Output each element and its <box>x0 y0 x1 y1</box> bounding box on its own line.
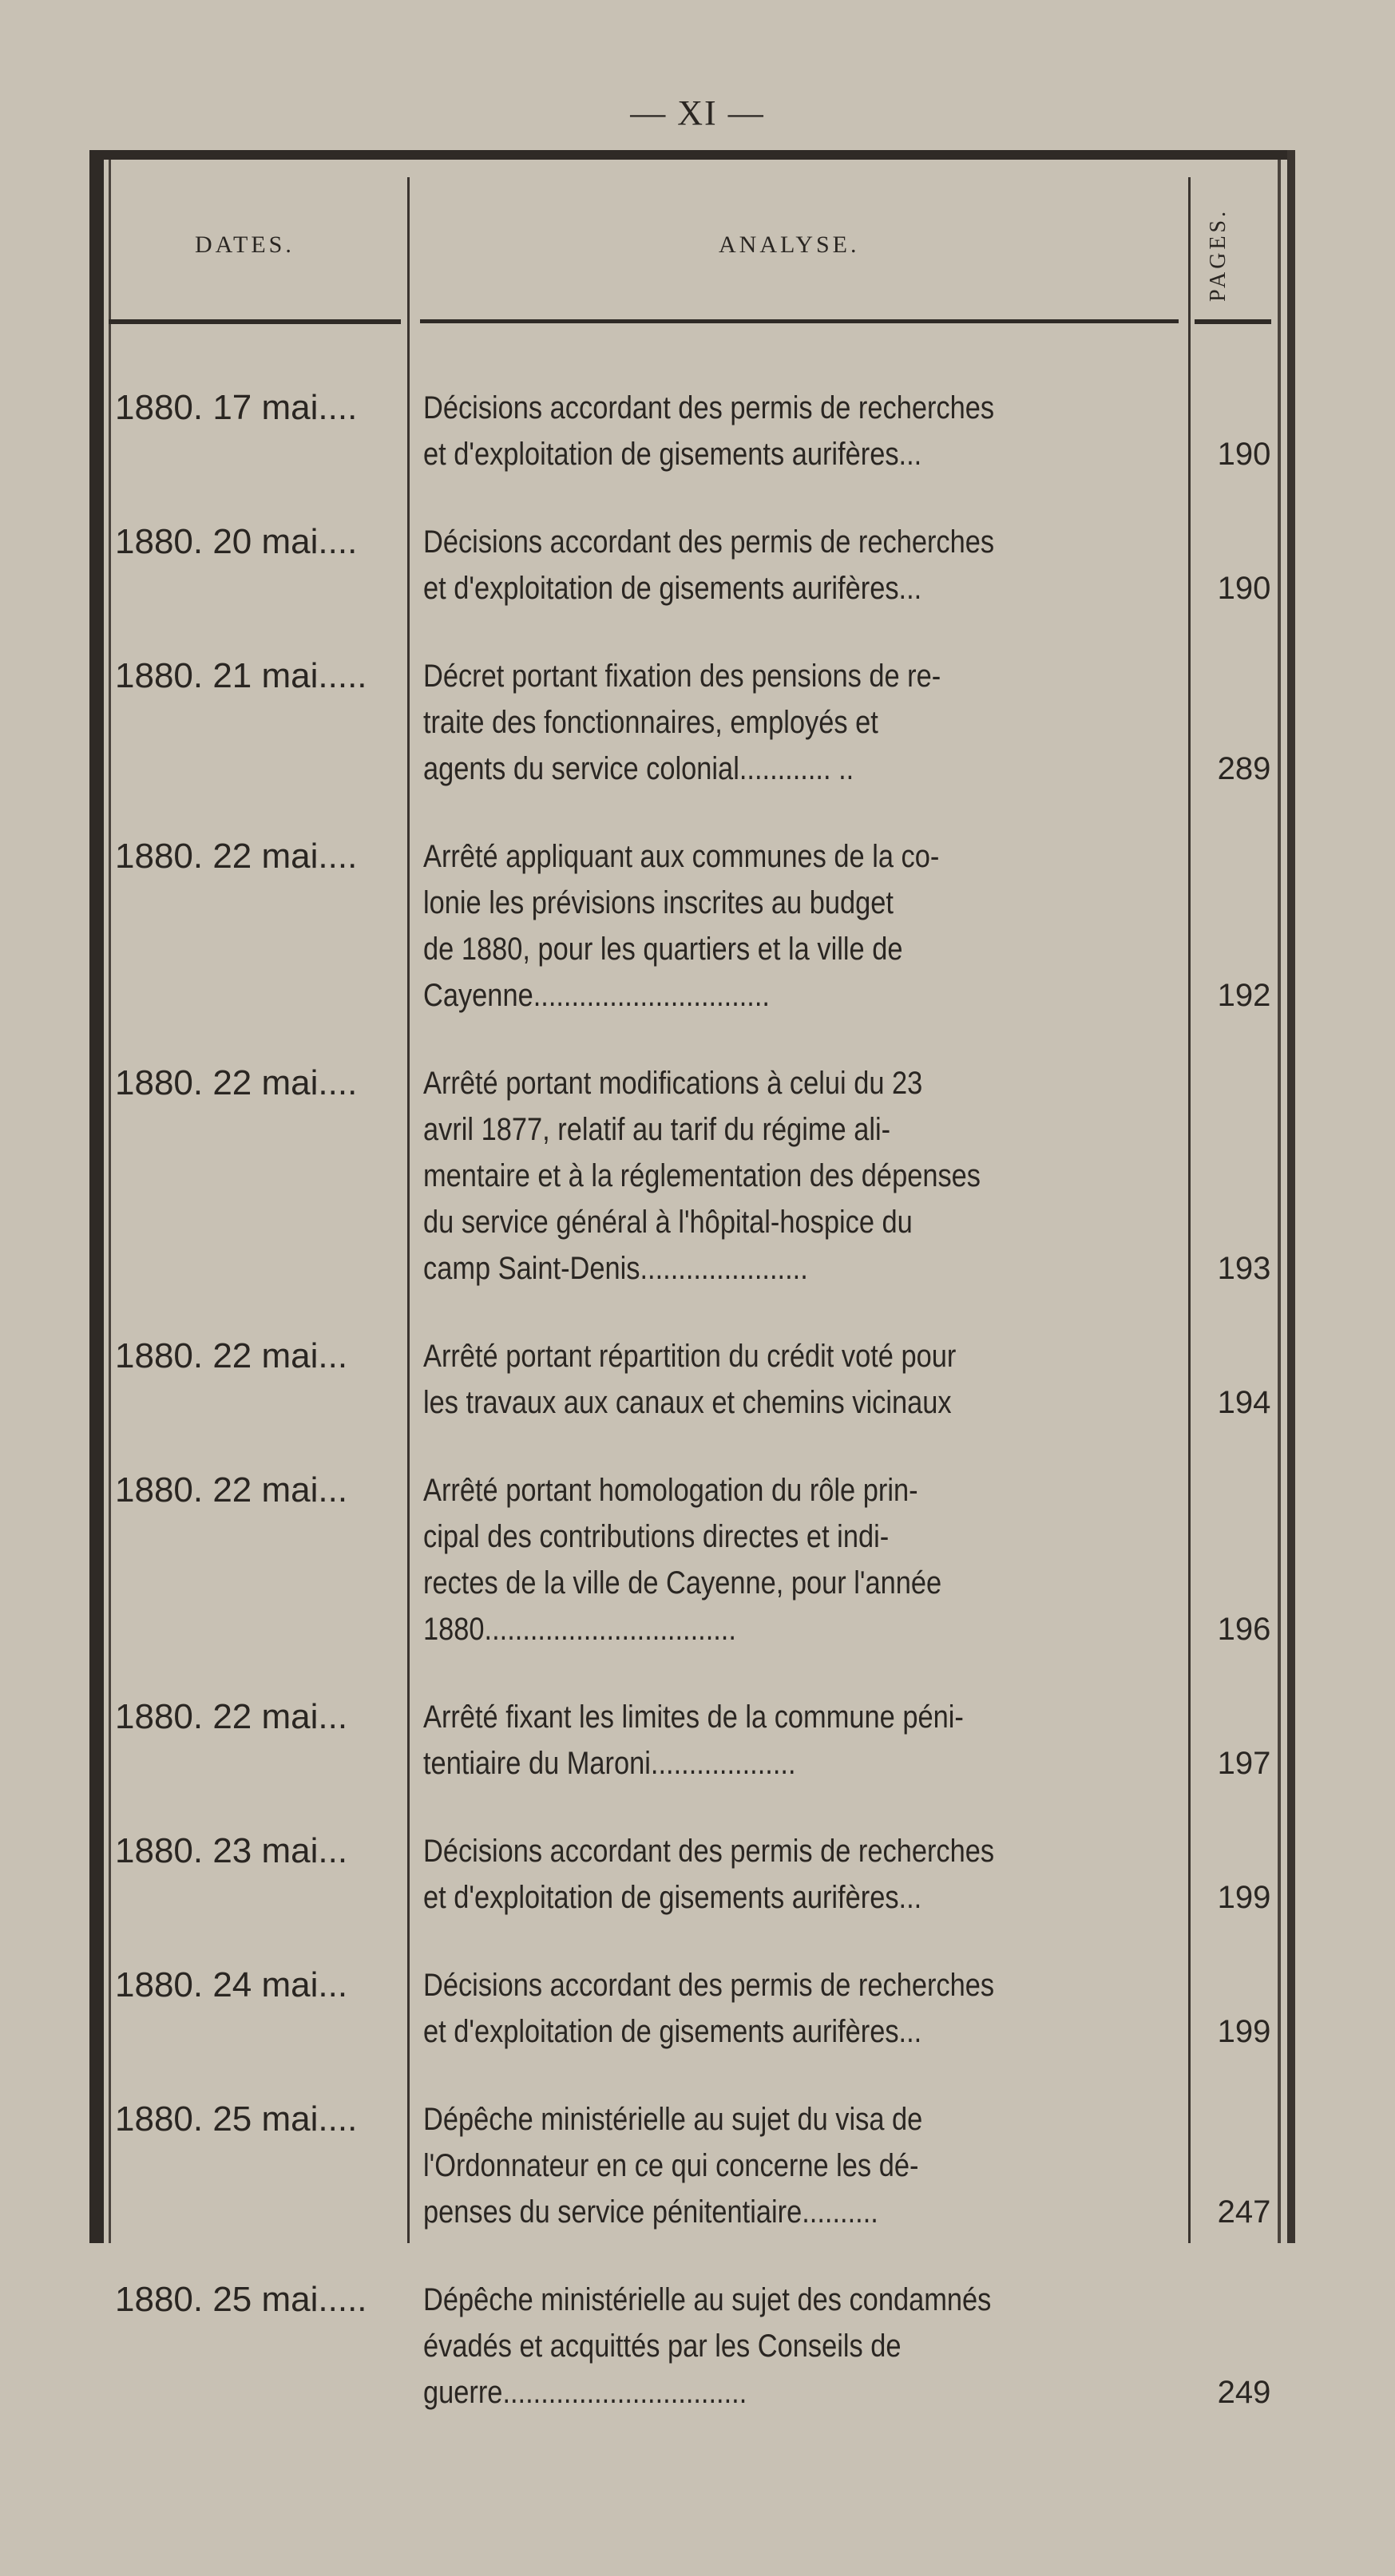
entry-page: 289 <box>1217 751 1271 786</box>
analysis-line: 1880................................. <box>423 1612 736 1647</box>
header-pages: PAGES. <box>1206 208 1231 302</box>
analysis-line: rectes de la ville de Cayenne, pour l'année <box>423 1565 942 1601</box>
entry-analysis <box>423 1694 1186 1787</box>
analysis-line: lonie les prévisions inscrites au budget <box>423 885 894 920</box>
analysis-line: et d'exploitation de gisements aurifères... <box>423 1880 922 1915</box>
analysis-line: Arrêté appliquant aux communes de la co- <box>423 839 940 874</box>
entry-date: 1880. 22 mai.... <box>115 1063 358 1102</box>
entry-page: 190 <box>1217 437 1271 472</box>
entry-page: 249 <box>1217 2375 1271 2410</box>
analysis-line: traite des fonctionnaires, employés et <box>423 705 878 740</box>
entry-page: 199 <box>1217 2014 1271 2049</box>
analysis-line: l'Ordonnateur en ce qui concerne les dé- <box>423 2148 919 2183</box>
analysis-line: du service général à l'hôpital-hospice du <box>423 1205 913 1240</box>
analysis-line: évadés et acquittés par les Conseils de <box>423 2329 902 2364</box>
entry-analysis <box>423 1333 1186 1426</box>
analysis-line: et d'exploitation de gisements aurifères... <box>423 2014 922 2049</box>
analysis-line: avril 1877, relatif au tarif du régime ali- <box>423 1112 891 1147</box>
entry-analysis <box>423 2096 1186 2235</box>
analysis-line: Cayenne............................... <box>423 978 770 1013</box>
entry-date: 1880. 22 mai... <box>115 1336 348 1375</box>
entry-analysis <box>423 1962 1186 2055</box>
analysis-line: Décisions accordant des permis de recherches <box>423 524 995 560</box>
entry-date: 1880. 22 mai... <box>115 1470 348 1510</box>
entry-date: 1880. 17 mai.... <box>115 388 358 427</box>
entry-date: 1880. 23 mai... <box>115 1831 348 1870</box>
entry-analysis <box>423 1828 1186 1921</box>
entry-page: 190 <box>1217 571 1271 606</box>
analysis-line: guerre................................ <box>423 2375 747 2410</box>
analysis-line: les travaux aux canaux et chemins vicinaux <box>423 1385 952 1420</box>
entry-date: 1880. 22 mai.... <box>115 837 358 876</box>
analysis-line: et d'exploitation de gisements aurifères... <box>423 437 922 472</box>
analysis-line: camp Saint-Denis...................... <box>423 1251 808 1286</box>
header-dates: DATES. <box>195 231 295 258</box>
entry-date: 1880. 25 mai..... <box>115 2280 367 2319</box>
analysis-line: Arrêté portant homologation du rôle prin- <box>423 1473 918 1508</box>
page-number: — XI — <box>630 93 765 133</box>
entry-date: 1880. 21 mai..... <box>115 656 367 695</box>
entry-page: 196 <box>1217 1612 1271 1647</box>
analysis-line: agents du service colonial............ .. <box>423 751 854 786</box>
analysis-line: Décisions accordant des permis de recherches <box>423 1968 995 2003</box>
entry-analysis <box>423 385 1186 477</box>
analysis-line: mentaire et à la réglementation des dépenses <box>423 1158 981 1193</box>
entry-page: 193 <box>1217 1251 1271 1286</box>
analysis-line: Dépêche ministérielle au sujet des condamnés <box>423 2282 992 2317</box>
entry-analysis <box>423 1060 1186 1292</box>
entry-page: 247 <box>1217 2194 1271 2230</box>
entry-analysis <box>423 1467 1186 1652</box>
entry-page: 194 <box>1217 1385 1271 1420</box>
analysis-line: Dépêche ministérielle au sujet du visa de <box>423 2102 923 2137</box>
entry-date: 1880. 24 mai... <box>115 1965 348 2004</box>
analysis-line: Décret portant fixation des pensions de re- <box>423 659 941 694</box>
entry-date: 1880. 25 mai.... <box>115 2099 358 2139</box>
entry-page: 192 <box>1217 978 1271 1013</box>
analysis-line: cipal des contributions directes et indi- <box>423 1519 890 1554</box>
analysis-line: de 1880, pour les quartiers et la ville de <box>423 932 903 967</box>
entry-date: 1880. 20 mai.... <box>115 522 358 561</box>
analysis-line: et d'exploitation de gisements aurifères... <box>423 571 922 606</box>
analysis-line: Arrêté fixant les limites de la commune péni- <box>423 1700 964 1735</box>
entry-analysis <box>423 519 1186 611</box>
entry-date: 1880. 22 mai... <box>115 1697 348 1736</box>
analysis-line: Arrêté portant répartition du crédit voté pour <box>423 1339 957 1374</box>
analysis-line: Décisions accordant des permis de recherches <box>423 390 995 425</box>
analysis-line: Arrêté portant modifications à celui du 23 <box>423 1066 923 1101</box>
entry-page: 197 <box>1217 1746 1271 1781</box>
header-analyse: ANALYSE. <box>719 231 860 258</box>
entry-analysis <box>423 653 1186 792</box>
analysis-line: Décisions accordant des permis de recherches <box>423 1834 995 1869</box>
entry-analysis <box>423 2277 1186 2416</box>
analysis-line: tentiaire du Maroni................... <box>423 1746 796 1781</box>
entry-page: 199 <box>1217 1880 1271 1915</box>
entry-analysis <box>423 833 1186 1019</box>
analysis-line: penses du service pénitentiaire.......... <box>423 2194 878 2230</box>
